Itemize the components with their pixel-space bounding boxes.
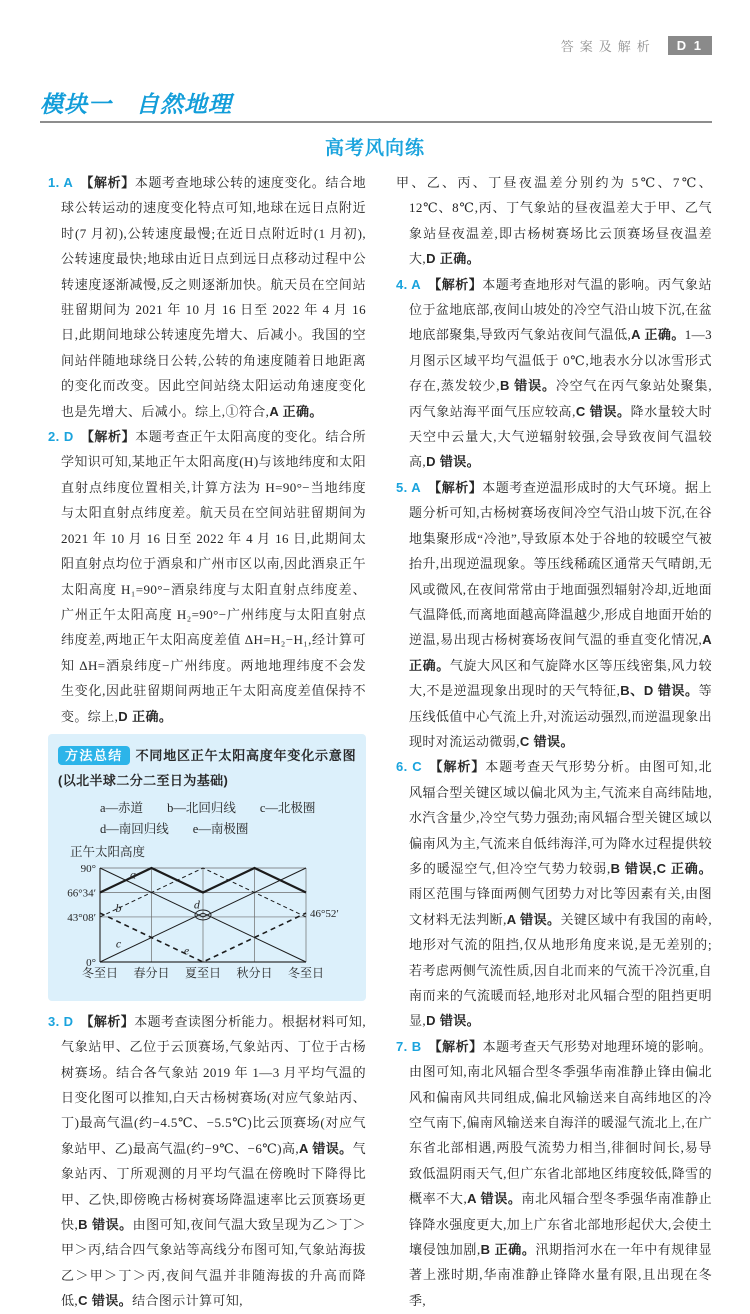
answer-emphasis: B 正确。: [480, 1242, 536, 1258]
answer-number: 6. C: [396, 759, 422, 775]
method-box-title: 不同地区正午太阳高度年变化示意图(以北半球二分二至日为基础): [58, 747, 356, 789]
answer-text: 降水量较大时天空中云量大,大气逆辐射较强,会导致夜间气温较高,: [409, 403, 712, 470]
answers-left-bottom: [40, 1009, 366, 1314]
chart-label: b: [115, 900, 122, 915]
answer-text: 结合图示计算可知,: [132, 1293, 243, 1309]
answers-left-top: [40, 170, 366, 729]
chart-legend: [58, 798, 356, 840]
answer-emphasis: 【解析】: [80, 429, 136, 445]
chart-legend-item: d—南回归线: [100, 821, 169, 836]
answer-emphasis: A 错误。: [467, 1191, 522, 1207]
answer-item-continuation: [388, 170, 712, 272]
answer-text: 汛期指河水在一年中有规律显著上涨时期,华南准静止锋降水量有限,且出现在冬季,: [409, 1242, 712, 1308]
answer-number: 5. A: [396, 479, 422, 495]
answer-text: 南北风辐合型冬季强华南准静止锋降水强度更大,加上广东省北部地形起伏大,会使土壤侵蚀加剧,: [409, 1191, 712, 1258]
chart-label: 46°52′: [310, 907, 339, 920]
answer-item: [388, 475, 712, 754]
chart-svg: [58, 862, 356, 994]
answer-number: 1. A: [48, 175, 74, 190]
answer-item: [40, 1009, 366, 1314]
answer-number: 3. D: [48, 1013, 74, 1029]
answer-text: 气旋大风区和气旋降水区等压线密集,风力较大,不是逆温现象出现时的天气特征,: [409, 657, 712, 699]
solar-altitude-chart: [58, 862, 356, 994]
chart-label: d: [193, 897, 200, 912]
answer-emphasis: B、D 错误。: [620, 683, 699, 699]
answer-text: 本题考查逆温形成时的大气环境。据上题分析可知,古杨树赛场夜间冷空气沿山坡下沉,在谷地集聚形成“冷池”,导致原本处于谷地的较暖空气被抬升,出现逆温现象。等压线稀疏区通常天气晴朗,无风或微风,在夜间常常由于地面强烈辐射冷却,近地面气温降低,而离地面越高降温越少,形成自地面开始的逆温,易出现古杨树赛场夜间气温的垂直变化情况,: [409, 479, 712, 648]
answer-emphasis: B 错误。: [78, 1217, 133, 1232]
chart-label: a: [129, 867, 136, 882]
answer-item: [388, 272, 712, 475]
chart-label: 冬至日: [287, 965, 325, 980]
method-box-badge: 方法总结: [58, 746, 130, 765]
content-columns: [40, 170, 712, 1314]
answer-text: 本题考查读图分析能力。根据材料可知,气象站甲、乙位于云顶赛场,气象站丙、丁位于古杨树赛场。结合各气象站 2019 年 1—3 月平均气温的日变化图可以推知,白天古杨树赛场(对应气象站丙、丁)最高气温(约−4.5℃、−5.5℃)比云顶赛场(对应气象站甲、乙)最高气温(约−9℃、−6℃)高,: [61, 1013, 366, 1156]
answer-number: 7. B: [396, 1038, 422, 1054]
answer-item: [388, 754, 712, 1033]
page-header: [561, 36, 712, 55]
chart-label: 66°34′: [67, 887, 96, 900]
chart-label: c: [115, 936, 122, 951]
chart-label: 0°: [86, 956, 96, 969]
answer-emphasis: A 错误。: [506, 911, 561, 927]
method-box-header: [58, 743, 356, 794]
answer-emphasis: A 正确。: [409, 632, 712, 673]
answer-emphasis: D 正确。: [118, 708, 173, 724]
answer-text: 本题考查地球公转的速度变化。结合地球公转运动的速度变化特点可知,地球在远日点附近时(7 月初),公转速度最慢;在近日点附近时(1 月初),公转速度最快;地球由近日点到远日点移动过程中公转速度逐渐减慢,反之则逐渐加快。航天员在空间站驻留期间为 2021 年 10 月 16 日至 2022 年 4 月 16 日,此期间地球公转速度先增大、后减小。我国的空间站伴随地球绕日公转,公转的角速度随着日地距离的变化而改变。因此空间站绕太阳运动角速度变化也是先增大、后减小。综上,①符合,: [61, 175, 366, 419]
answer-text: 本题考查地形对气温的影响。丙气象站位于盆地底部,夜间山坡处的冷空气沿山坡下沉,在盆地底部聚集,导致丙气象站夜间气温低,: [409, 276, 712, 343]
right-column: [388, 170, 712, 1313]
answer-emphasis: 【解析】: [80, 175, 135, 190]
answers-right: [388, 170, 712, 1313]
answer-text: 等压线低值中心气流上升,对流运动强烈,而逆温现象出现时对流运动微弱,: [409, 683, 712, 749]
answer-number: 4. A: [396, 276, 422, 292]
left-column: [40, 170, 366, 1314]
chart-y-axis-title: 正午太阳高度: [70, 844, 146, 859]
answer-text: 由图可知,夜间气温大致呈现为乙＞丁＞甲＞丙,结合四气象站等高线分布图可知,气象站海拔乙＞甲＞丁＞丙,夜间气温并非随海拔的升高而降低,: [61, 1217, 366, 1309]
chart-label: 90°: [80, 862, 96, 875]
method-summary-box: [48, 734, 366, 1001]
chart-label: e: [183, 943, 190, 958]
page-number-badge: D 1: [668, 36, 712, 55]
answer-emphasis: C 错误。: [519, 733, 574, 749]
answer-emphasis: A 错误。: [299, 1140, 353, 1156]
answer-text: 甲、乙、丙、丁昼夜温差分别约为 5℃、7℃、12℃、8℃,丙、丁气象站的昼夜温差大于甲、乙气象站昼夜温差,即古杨树赛场比云顶赛场昼夜温差大,: [396, 175, 712, 267]
chart-legend-item: c—北极圈: [259, 800, 316, 815]
chart-label: 43°08′: [67, 911, 96, 924]
module-title: 模块一 自然地理: [40, 91, 232, 117]
answer-emphasis: B 错误。: [499, 378, 556, 394]
chart-legend-row: [58, 819, 356, 840]
answer-item: [40, 424, 366, 729]
answer-emphasis: 【解析】: [428, 479, 483, 495]
answer-emphasis: B 错误,C 正确。: [610, 860, 712, 876]
answer-emphasis: 【解析】: [428, 276, 483, 292]
answer-emphasis: 【解析】: [80, 1013, 135, 1029]
answer-emphasis: 【解析】: [428, 759, 486, 775]
answer-text: 冷空气在丙气象站处聚集,丙气象站海平面气压应较高,: [409, 378, 712, 419]
section-title: 高考风向练: [324, 138, 425, 159]
chart-label: 秋分日: [236, 965, 273, 980]
answer-emphasis: A 正确。: [631, 327, 685, 343]
chart-label: 春分日: [133, 965, 170, 980]
answer-emphasis: A 正确。: [269, 403, 323, 419]
chart-legend-item: b—北回归线: [167, 800, 236, 815]
chart-label: 冬至日: [81, 965, 119, 980]
answer-text: 气象站丙、丁所观测的月平均气温在傍晚时下降得比甲、乙快,即傍晚古杨树赛场降温速率比云顶赛场更快,: [61, 1140, 366, 1232]
answer-emphasis: 【解析】: [428, 1038, 483, 1054]
answer-emphasis: D 错误。: [426, 454, 481, 470]
answer-text: 1—3 月图示区域平均气温低于 0℃,地表水分以冰雪形式存在,蒸发较少,: [409, 327, 712, 394]
header-label: 答案及解析: [560, 39, 656, 54]
answer-emphasis: D 错误。: [426, 1013, 481, 1029]
answer-text: 本题考查天气形势分析。由图可知,北风辐合型关键区域以偏北风为主,气流来自高纬陆地,水汽含量少,冷空气势力强劲;南风辐合型关键区域以偏南风为主,气流来自低纬海洋,可为降水过程提供较多的暖湿空气,但冷空气势力较弱,: [409, 759, 712, 876]
answer-emphasis: D 正确。: [426, 251, 481, 267]
answer-text: 雨区范围与锋面两侧气团势力对比等因素有关,由图文材料无法判断,: [409, 886, 712, 927]
chart-legend-item: a—赤道: [100, 800, 144, 815]
answer-text: 本题考查正午太阳高度的变化。结合所学知识可知,某地正午太阳高度(H)与该地纬度和太阳直射点纬度位置相关,计算方法为 H=90°−当地纬度与太阳直射点纬度差。航天员在空间站驻留期间为 2021 年 10 月 16 日至 2022 年 4 月 16 日,此期间太阳直射点均位于酒泉和广州市区以南,因此酒泉正午太阳高度 H₁=90°−酒泉纬度与太阳直射点纬度差、广州正午太阳高度 H₂=90°−广州纬度与太阳直射点纬度差,两地正午太阳高度差值 ΔH=H₂−H₁,经计算可知 ΔH=酒泉纬度−广州纬度。两地地理纬度不会发生变化,因此驻留期间两地正午太阳高度差值保持不变。综上,: [61, 429, 366, 724]
title-divider: [40, 121, 712, 123]
answer-item: [388, 1034, 712, 1313]
answer-text: 本题考查天气形势对地理环境的影响。由图可知,南北风辐合型冬季强华南准静止锋由偏北风和偏南风共同组成,偏北风输送来自高纬地区的冷空气南下,偏南风输送来自海洋的暖湿气流北上,在广东省北部相遇,两股气流势力相当,徘徊时间长,易导致低温阴雨天气,但广东省北部地区纬度较低,降雪的概率不大,: [409, 1038, 712, 1207]
answer-number: 2. D: [48, 429, 74, 445]
chart-legend-item: e—南极圈: [192, 821, 249, 836]
chart-label: 夏至日: [184, 965, 222, 980]
chart-legend-row: [58, 798, 356, 819]
answer-text: 关键区域中有我国的南岭,地形对气流的阻挡,仅从地形角度来说,是无差别的;若考虑两侧气流性质,因自北而来的气流干冷沉重,自南而来的气流暖而轻,地形对北风辐合型的阻挡更明显,: [409, 911, 712, 1029]
answer-emphasis: C 错误。: [78, 1293, 133, 1309]
answer-emphasis: C 错误。: [575, 403, 631, 419]
answer-item: [40, 170, 366, 424]
